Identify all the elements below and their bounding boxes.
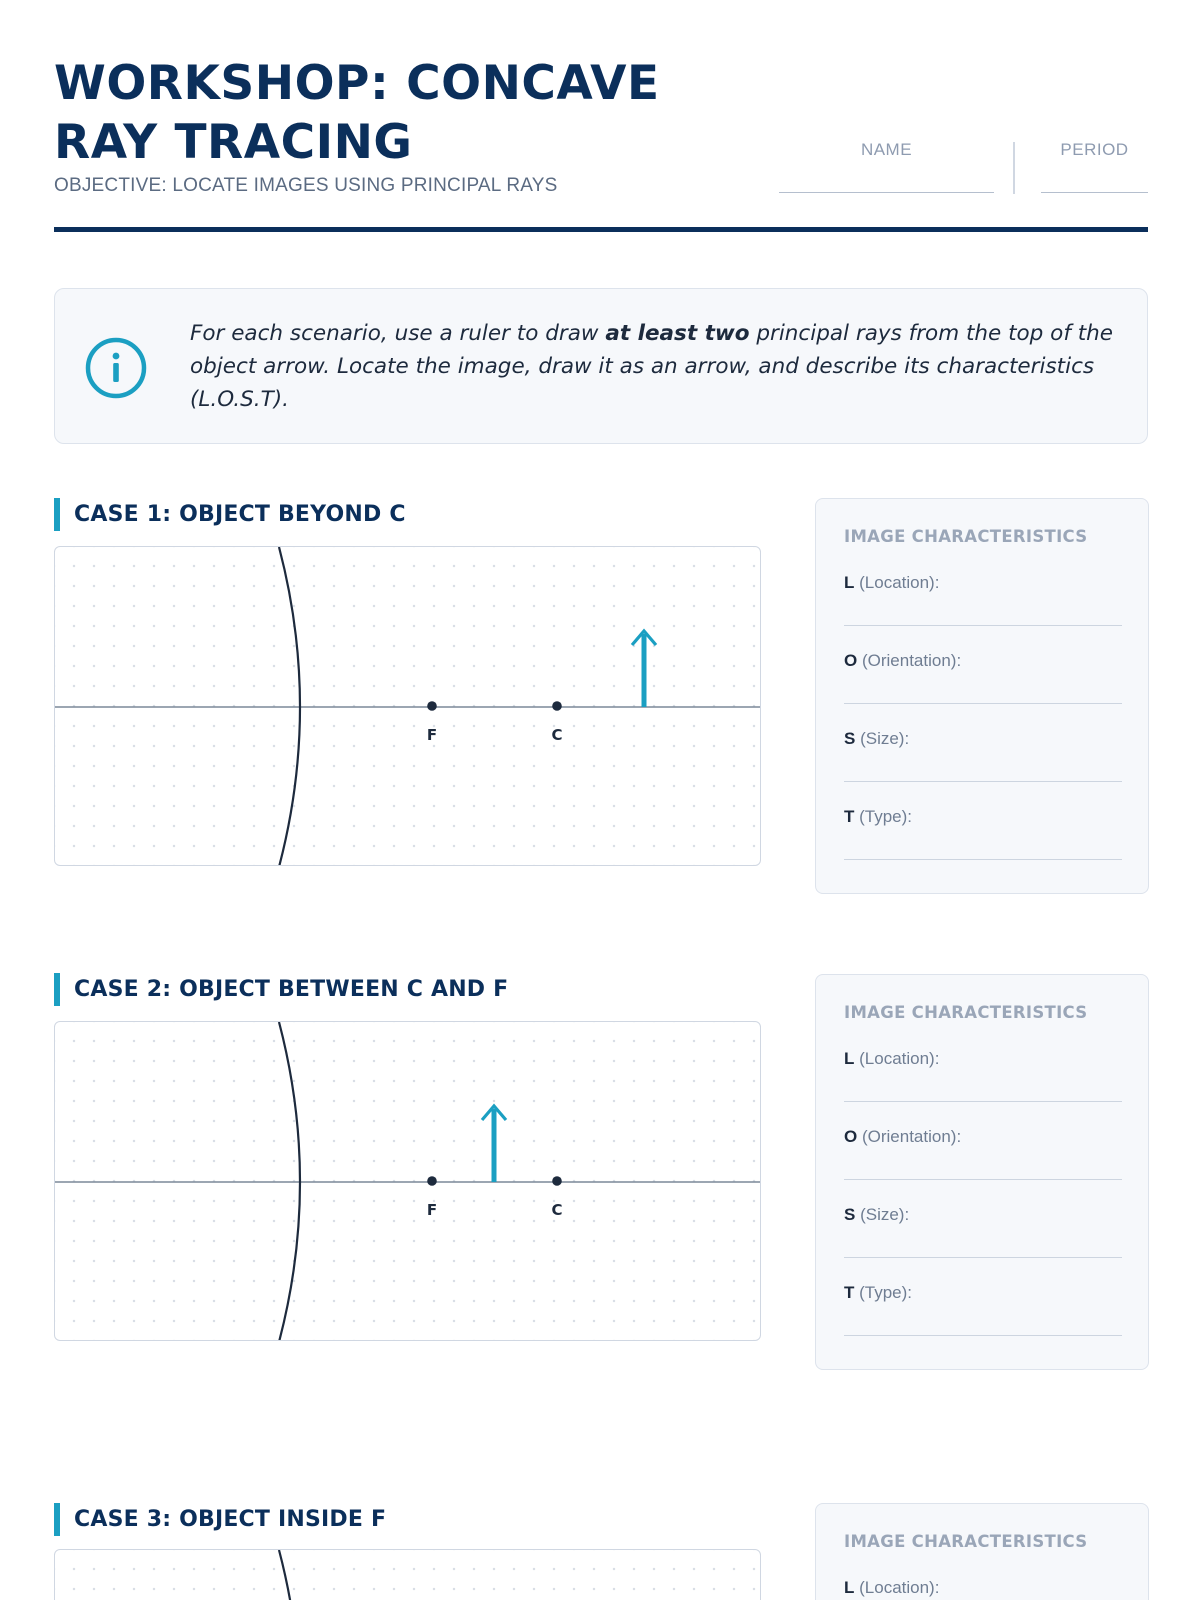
instructions-text: For each scenario, use a ruler to draw at least two principal rays from the top of the object arrow. Locate the image, draw it as an arrow, and describe its characteristics (L.O.S.T). (190, 321, 1113, 412)
case-3-characteristics (815, 1503, 1149, 1600)
case-2-title: CASE 2: OBJECT BETWEEN C AND F (54, 973, 508, 1006)
period-label: PERIOD (1060, 140, 1129, 159)
page-title (54, 54, 754, 172)
concave-mirror (279, 1550, 300, 1600)
characteristics-heading: IMAGE CHARACTERISTICS (844, 1003, 1088, 1022)
orientation-field[interactable]: O (Orientation): (844, 1127, 1122, 1205)
size-field[interactable]: S (Size): (844, 729, 1122, 807)
case-1-diagram[interactable] (54, 546, 761, 866)
period-line (1041, 192, 1148, 193)
location-field[interactable]: L (Location): (844, 1049, 1122, 1127)
characteristics-heading: IMAGE CHARACTERISTICS (844, 527, 1088, 546)
name-line (779, 192, 994, 193)
focal-point (427, 701, 437, 711)
focal-point-label: F (426, 1201, 438, 1219)
instructions-box (54, 288, 1148, 444)
center-of-curvature-label: C (551, 1201, 563, 1219)
period-field[interactable] (1041, 140, 1148, 160)
center-of-curvature (552, 1176, 562, 1186)
field-divider (1013, 142, 1015, 194)
objective-text: OBJECTIVE: LOCATE IMAGES USING PRINCIPAL RAYS (54, 175, 558, 196)
case-3-diagram[interactable] (54, 1549, 761, 1600)
info-icon (85, 337, 147, 399)
size-field[interactable]: S (Size): (844, 1205, 1122, 1283)
characteristics-heading: IMAGE CHARACTERISTICS (844, 1532, 1088, 1551)
name-field[interactable] (779, 140, 994, 160)
name-label: NAME (860, 140, 913, 159)
object-arrow (632, 631, 656, 707)
center-of-curvature-label: C (551, 726, 563, 744)
center-of-curvature (552, 701, 562, 711)
location-field[interactable]: L (Location): (844, 1578, 940, 1597)
instructions-emphasis: at least two (605, 321, 750, 346)
case-1-characteristics (815, 498, 1149, 894)
type-field[interactable]: T (Type): (844, 807, 1122, 885)
focal-point (427, 1176, 437, 1186)
object-arrow (482, 1106, 506, 1182)
location-field[interactable]: L (Location): (844, 573, 1122, 651)
header-rule (54, 227, 1148, 232)
case-2-diagram[interactable] (54, 1021, 761, 1341)
case-1-title: CASE 1: OBJECT BEYOND C (54, 498, 406, 531)
orientation-field[interactable]: O (Orientation): (844, 651, 1122, 729)
title-line-2: RAY TRACING (54, 115, 413, 170)
focal-point-label: F (426, 726, 438, 744)
type-field[interactable]: T (Type): (844, 1283, 1122, 1361)
title-line-1: WORKSHOP: CONCAVE (54, 56, 660, 111)
case-2-characteristics (815, 974, 1149, 1370)
case-3-title: CASE 3: OBJECT INSIDE F (54, 1503, 386, 1536)
